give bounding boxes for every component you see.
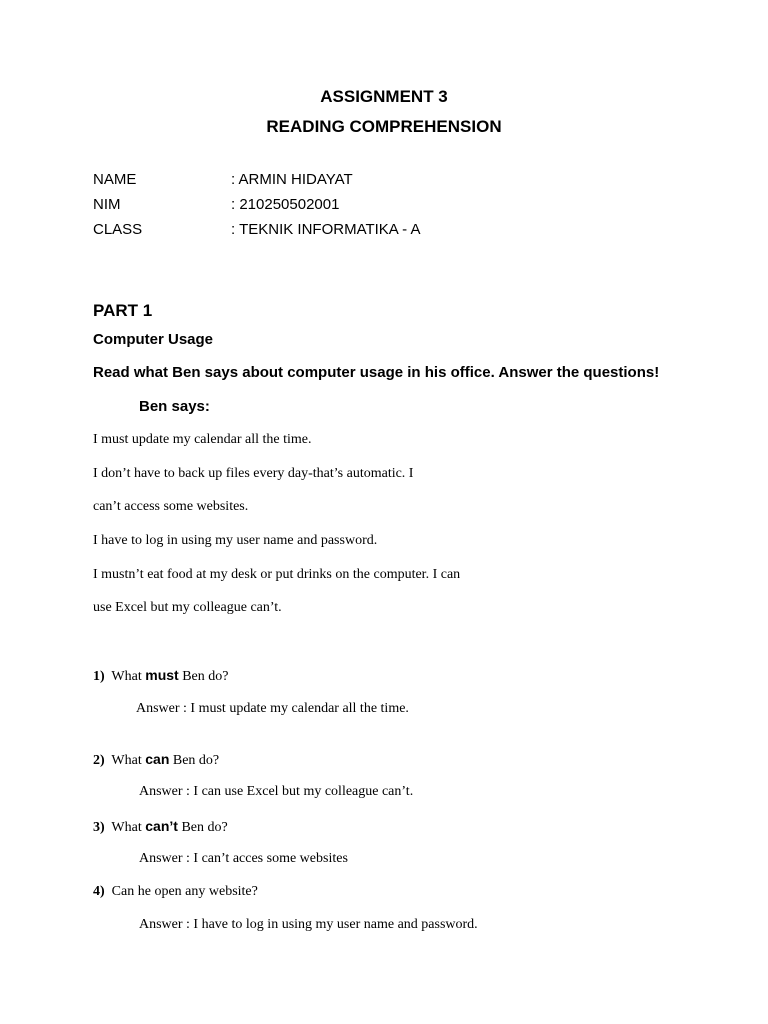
- question-1: [93, 667, 228, 685]
- passage-line: I have to log in using my user name and password.: [93, 533, 378, 548]
- question-number: 3): [93, 820, 105, 835]
- speaker-label: Ben says:: [139, 398, 210, 415]
- nim-label: NIM: [93, 196, 121, 213]
- question-keyword: must: [145, 667, 179, 683]
- question-text-pre: Can he open any website?: [111, 884, 258, 899]
- passage-line: use Excel but my colleague can’t.: [93, 600, 282, 615]
- class-value: : TEKNIK INFORMATIKA - A: [231, 221, 421, 238]
- question-keyword: can: [145, 751, 170, 767]
- answer-3: Answer : I can’t acces some websites: [139, 851, 348, 866]
- passage-line: I mustn’t eat food at my desk or put drinks on the computer. I can: [93, 567, 461, 582]
- answer-1: Answer : I must update my calendar all the time.: [136, 701, 409, 716]
- part-topic: Computer Usage: [93, 331, 214, 348]
- document-subtitle: READING COMPREHENSION: [266, 117, 502, 136]
- answer-4: Answer : I have to log in using my user name and password.: [139, 917, 478, 932]
- document-title: ASSIGNMENT 3: [320, 87, 448, 106]
- passage-line: I don’t have to back up files every day-that’s automatic. I: [93, 466, 414, 481]
- answer-2: Answer : I can use Excel but my colleague can’t.: [139, 784, 414, 799]
- question-number: 2): [93, 753, 105, 768]
- question-text-post: Ben do?: [177, 820, 228, 835]
- question-text-pre: What: [111, 753, 146, 768]
- name-value: : ARMIN HIDAYAT: [231, 171, 353, 188]
- question-keyword: can’t: [145, 818, 178, 834]
- question-2: [93, 751, 219, 769]
- question-text-pre: What: [111, 669, 146, 684]
- question-4: [93, 884, 258, 900]
- question-text-post: Ben do?: [169, 753, 220, 768]
- part-instruction: Read what Ben says about computer usage in his office. Answer the questions!: [93, 364, 660, 381]
- question-number: 1): [93, 669, 105, 684]
- name-label: NAME: [93, 171, 137, 188]
- question-number: 4): [93, 884, 105, 899]
- passage-line: I must update my calendar all the time.: [93, 432, 312, 447]
- class-label: CLASS: [93, 221, 143, 238]
- question-text-post: Ben do?: [178, 669, 229, 684]
- question-3: [93, 818, 228, 836]
- part-heading: PART 1: [93, 301, 153, 320]
- nim-value: : 210250502001: [231, 196, 340, 213]
- question-text-pre: What: [111, 820, 146, 835]
- passage-line: can’t access some websites.: [93, 499, 249, 514]
